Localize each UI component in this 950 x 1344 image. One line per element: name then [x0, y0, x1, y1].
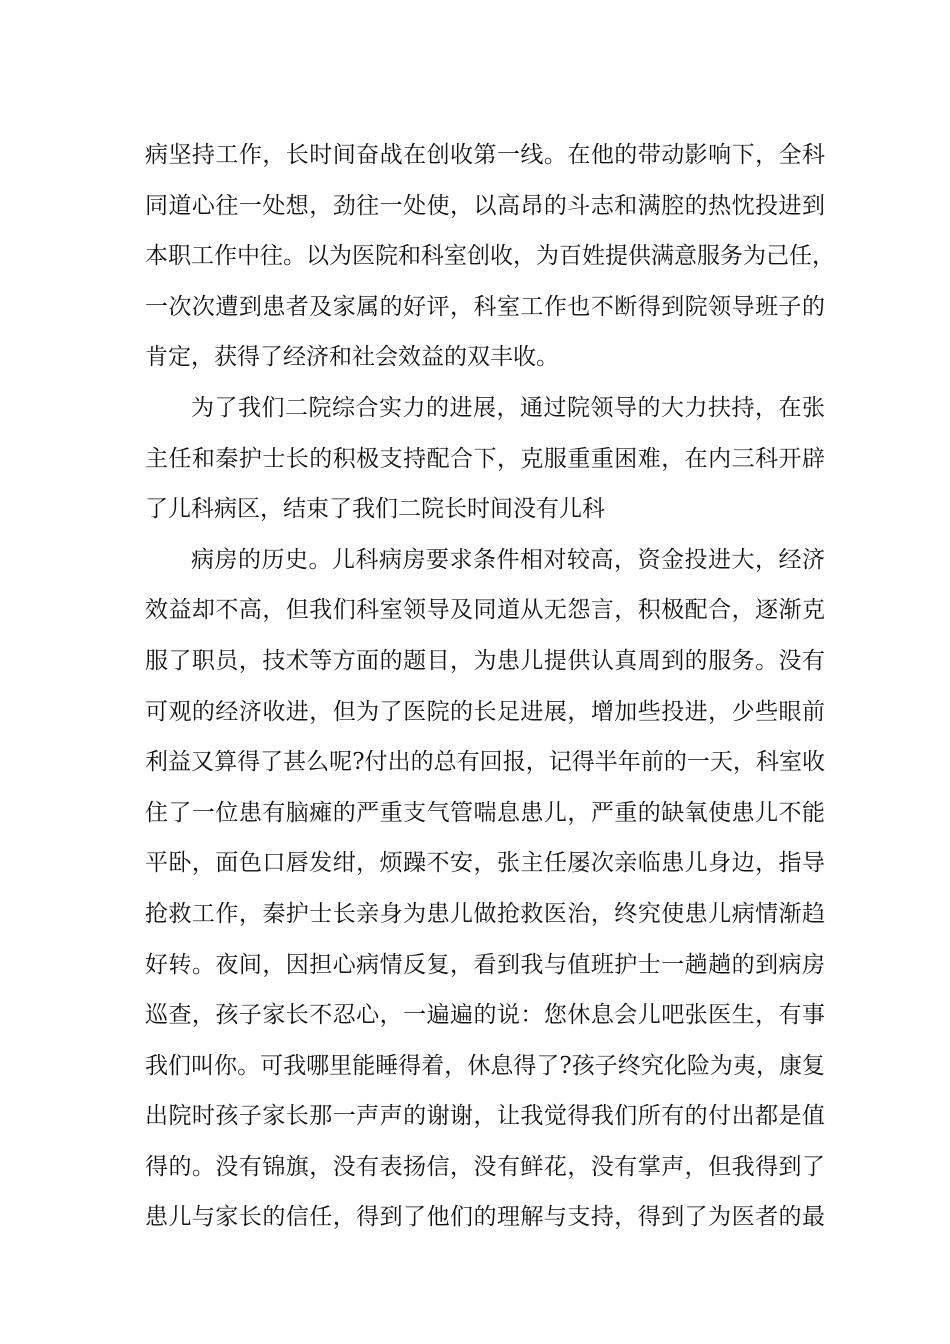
paragraph-1-line-4: 一次次遭到患者及家属的好评，科室工作也不断得到院领导班子的 — [145, 293, 825, 320]
paragraph-1-line-5: 肯定，获得了经济和社会效益的双丰收。 — [145, 344, 559, 371]
paragraph-3-line-2: 效益却不高，但我们科室领导及同道从无怨言，积极配合，逐渐克 — [145, 597, 825, 624]
paragraph-3-line-3: 服了职员，技术等方面的题目，为患儿提供认真周到的服务。没有 — [145, 647, 825, 674]
paragraph-2-line-1: 为了我们二院综合实力的进展，通过院领导的大力扶持，在张 — [191, 394, 825, 421]
paragraph-3-line-11: 我们叫你。可我哪里能睡得着，休息得了?孩子终究化险为夷，康复 — [145, 1052, 825, 1079]
paragraph-3-line-10: 巡查，孩子家长不忍心，一遍遍的说：您休息会儿吧张医生，有事 — [145, 1002, 825, 1029]
paragraph-3-line-5: 利益又算得了甚么呢?付出的总有回报，记得半年前的一天，科室收 — [145, 749, 825, 776]
paragraph-2-line-3: 了儿科病区，结束了我们二院长时间没有儿科 — [145, 496, 605, 523]
paragraph-3-line-13: 得的。没有锦旗，没有表扬信，没有鲜花，没有掌声，但我得到了 — [145, 1153, 825, 1180]
paragraph-3-line-12: 出院时孩子家长那一声声的谢谢，让我觉得我们所有的付出都是值 — [145, 1103, 825, 1130]
paragraph-3-line-14: 患儿与家长的信任，得到了他们的理解与支持，得到了为医者的最 — [145, 1204, 825, 1231]
paragraph-3-line-4: 可观的经济收进，但为了医院的长足进展，增加些投进，少些眼前 — [145, 698, 825, 725]
paragraph-3-line-6: 住了一位患有脑瘫的严重支气管喘息患儿，严重的缺氧使患儿不能 — [145, 799, 825, 826]
paragraph-3-line-7: 平卧，面色口唇发绀，烦躁不安，张主任屡次亲临患儿身边，指导 — [145, 850, 825, 877]
paragraph-1-line-2: 同道心往一处想，劲往一处使，以高昂的斗志和满腔的热忱投进到 — [145, 192, 825, 219]
paragraph-1-line-1: 病坚持工作，长时间奋战在创收第一线。在他的带动影响下，全科 — [145, 142, 825, 168]
paragraph-3-line-9: 好转。夜间，因担心病情反复，看到我与值班护士一趟趟的到病房 — [145, 951, 825, 978]
paragraph-3-line-1: 病房的历史。儿科病房要求条件相对较高，资金投进大，经济 — [191, 546, 825, 573]
paragraph-1-line-3: 本职工作中往。以为医院和科室创收，为百姓提供满意服务为己任， — [145, 243, 835, 270]
paragraph-3-line-8: 抢救工作，秦护士长亲身为患儿做抢救医治，终究使患儿病情渐趋 — [145, 900, 825, 927]
document-body — [145, 130, 835, 1243]
paragraph-2-line-2: 主任和秦护士长的积极支持配合下，克服重重困难，在内三科开辟 — [145, 445, 825, 472]
